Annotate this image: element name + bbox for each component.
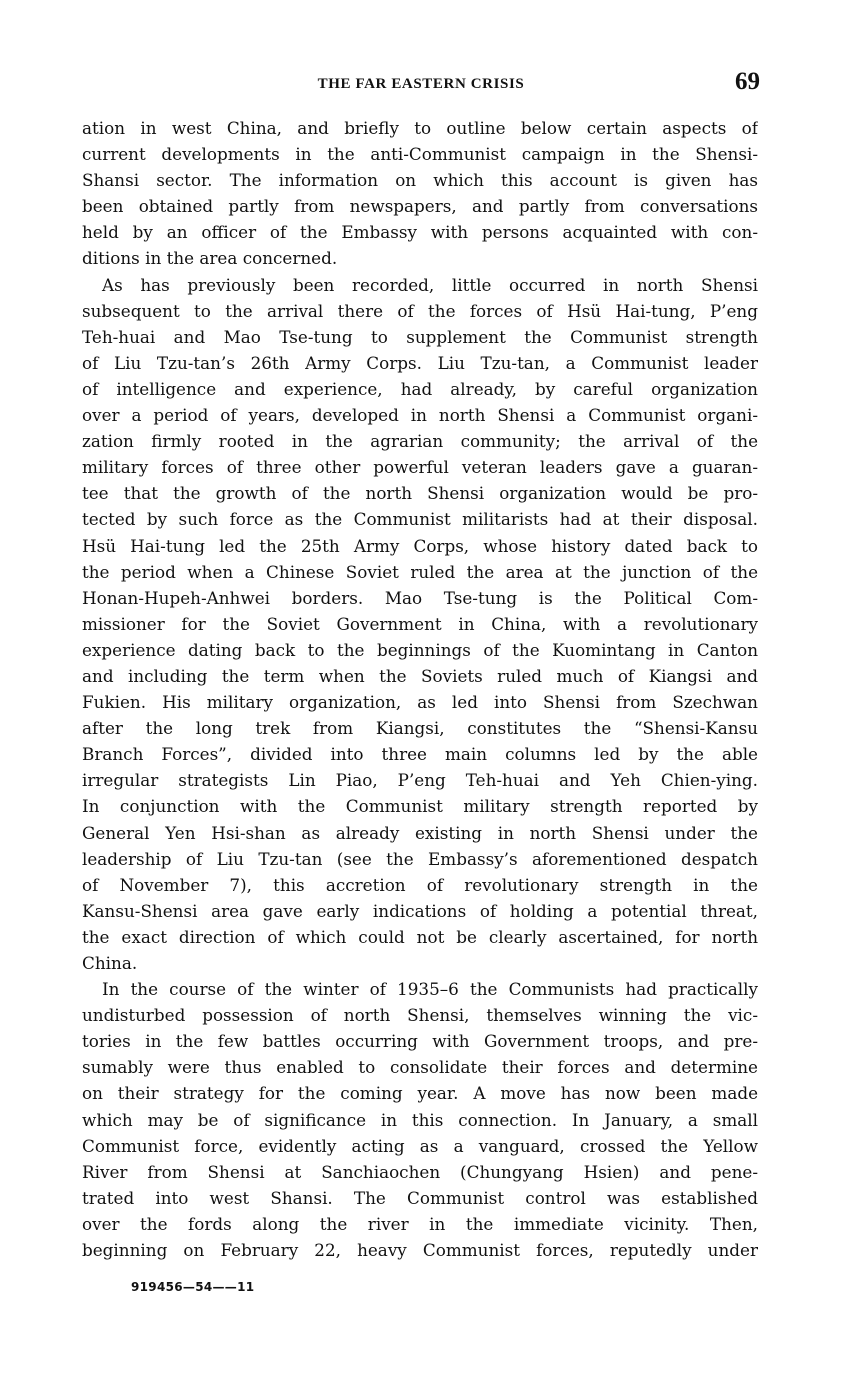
text-line: and including the term when the Soviets ruled much of Kiangsi and — [82, 665, 758, 686]
text-line: ditions in the area concerned. — [82, 248, 338, 269]
running-head: THE FAR EASTERN CRISIS — [317, 76, 525, 92]
text-line: military forces of three other powerful veteran leaders gave a guaran- — [82, 457, 758, 478]
text-line: As has previously been recorded, little occurred in north Shensi — [102, 274, 758, 295]
printer-signature: 919456—54——11 — [131, 1280, 255, 1294]
text-line: Branch Forces”, divided into three main columns led by the able — [82, 744, 758, 765]
text-line: over a period of years, developed in north Shensi a Communist organi- — [82, 405, 758, 426]
text-line: In conjunction with the Communist military strength reported by — [82, 796, 758, 817]
page-number: 69 — [735, 68, 760, 95]
text-line: China. — [82, 953, 138, 973]
text-line: been obtained partly from newspapers, and partly from conversations — [82, 196, 758, 217]
text-line: trated into west Shansi. The Communist control was established — [82, 1187, 758, 1208]
text-line: the period when a Chinese Soviet ruled the area at the junction of the — [82, 561, 758, 582]
text-line: experience dating back to the beginnings of the Kuomintang in Canton — [82, 639, 758, 660]
text-line: current developments in the anti-Communist campaign in the Shensi- — [82, 144, 758, 165]
text-line: on their strategy for the coming year. A move has now been made — [82, 1083, 758, 1104]
text-line: subsequent to the arrival there of the forces of Hsü Hai-tung, P’eng — [82, 300, 758, 321]
text-line: tee that the growth of the north Shensi organization would be pro- — [82, 483, 758, 504]
text-line: ation in west China, and briefly to outline below certain aspects of — [82, 118, 758, 138]
text-line: held by an officer of the Embassy with persons acquainted with con- — [82, 222, 758, 243]
text-line: Shansi sector. The information on which this account is given has — [82, 170, 758, 191]
text-line: In the course of the winter of 1935–6 the Communists had practically — [102, 979, 758, 1000]
text-line: Teh-huai and Mao Tse-tung to supplement the Communist strength — [82, 326, 758, 347]
text-line: Fukien. His military organization, as led into Shensi from Szechwan — [82, 692, 758, 713]
text-line: Hsü Hai-tung led the 25th Army Corps, whose history dated back to — [82, 535, 758, 556]
text-line: which may be of significance in this connection. In January, a small — [82, 1109, 758, 1130]
text-line: zation firmly rooted in the agrarian community; the arrival of the — [82, 431, 758, 452]
text-line: sumably were thus enabled to consolidate their forces and determine — [82, 1057, 758, 1078]
text-line: Kansu-Shensi area gave early indications of holding a potential threat, — [82, 900, 758, 921]
text-line: beginning on February 22, heavy Communist forces, reputedly under — [82, 1240, 758, 1261]
text-line: Communist force, evidently acting as a vanguard, crossed the Yellow — [82, 1135, 758, 1156]
text-line: over the fords along the river in the immediate vicinity. Then, — [82, 1213, 758, 1234]
text-line: tected by such force as the Communist militarists had at their disposal. — [82, 509, 758, 530]
text-line: leadership of Liu Tzu-tan (see the Embassy’s aforementioned despatch — [82, 848, 758, 869]
text-line: Honan-Hupeh-Anhwei borders. Mao Tse-tung is the Political Com- — [82, 587, 758, 608]
body-text — [82, 115, 758, 1263]
text-line: undisturbed possession of north Shensi, themselves winning the vic- — [82, 1005, 758, 1026]
text-line: the exact direction of which could not be clearly ascertained, for north — [82, 926, 758, 947]
text-line: tories in the few battles occurring with Government troops, and pre- — [82, 1031, 758, 1052]
text-line: missioner for the Soviet Government in China, with a revolutionary — [82, 613, 758, 634]
text-line: River from Shensi at Sanchiaochen (Chungyang Hsien) and pene- — [82, 1161, 758, 1182]
text-line: of Liu Tzu-tan’s 26th Army Corps. Liu Tzu-tan, a Communist leader — [82, 352, 758, 373]
text-line: of November 7), this accretion of revolutionary strength in the — [82, 874, 758, 895]
text-line: General Yen Hsi-shan as already existing in north Shensi under the — [82, 822, 758, 843]
page-header — [82, 68, 760, 104]
text-line: of intelligence and experience, had already, by careful organization — [82, 378, 758, 399]
text-line: irregular strategists Lin Piao, P’eng Teh-huai and Yeh Chien-ying. — [82, 770, 758, 791]
text-line: after the long trek from Kiangsi, constitutes the “Shensi-Kansu — [82, 718, 758, 739]
